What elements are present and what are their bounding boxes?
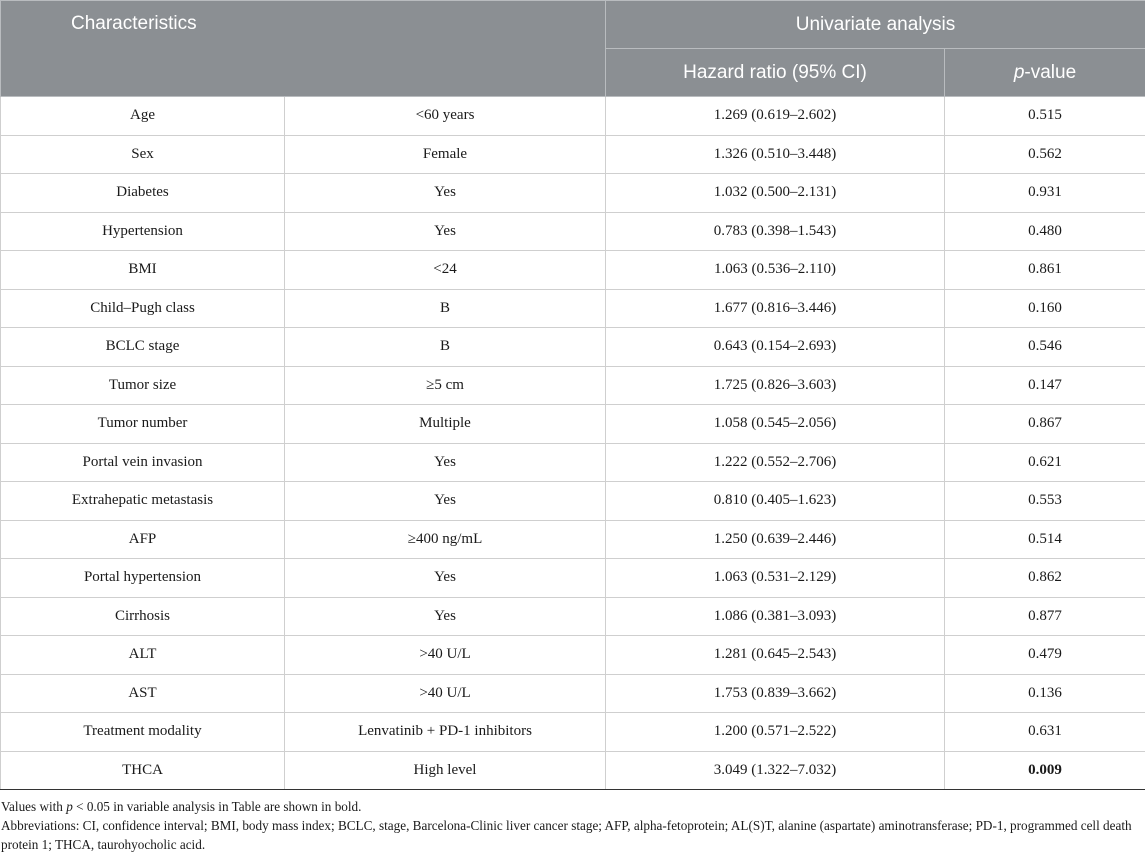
abbreviations-note: Abbreviations: CI, confidence interval; BMI, body mass index; BCLC, stage, Barcelona-Clinic liver cancer stage; AFP, alpha-fetoprotein; AL(S)T, alanine (aspartate) aminotransferase; PD-1, programmed cell death protein 1; THCA, taurohyocholic acid. <box>1 818 1132 852</box>
p-value-cell: 0.867 <box>945 405 1145 444</box>
characteristic-cell: Portal hypertension <box>1 559 285 598</box>
characteristic-cell: AFP <box>1 520 285 559</box>
hazard-ratio-cell: 1.753 (0.839–3.662) <box>606 674 945 713</box>
table-row <box>1 135 1145 174</box>
p-value-cell: 0.562 <box>945 135 1145 174</box>
characteristic-cell: Treatment modality <box>1 713 285 752</box>
hazard-ratio-cell: 1.063 (0.531–2.129) <box>606 559 945 598</box>
p-value-header-rest: -value <box>1024 61 1077 83</box>
table-row <box>1 366 1145 405</box>
p-value-cell: 0.160 <box>945 289 1145 328</box>
category-cell: B <box>285 289 606 328</box>
category-cell: B <box>285 328 606 367</box>
p-value-cell: 0.515 <box>945 97 1145 136</box>
table-row <box>1 559 1145 598</box>
hazard-ratio-cell: 1.063 (0.536–2.110) <box>606 251 945 290</box>
category-cell: Yes <box>285 212 606 251</box>
hazard-ratio-cell: 1.326 (0.510–3.448) <box>606 135 945 174</box>
table-header <box>1 1 1145 97</box>
table-row <box>1 289 1145 328</box>
characteristic-cell: THCA <box>1 751 285 790</box>
category-cell: Yes <box>285 559 606 598</box>
table-row <box>1 251 1145 290</box>
characteristic-cell: Sex <box>1 135 285 174</box>
category-cell: <24 <box>285 251 606 290</box>
characteristic-cell: Child–Pugh class <box>1 289 285 328</box>
table-row <box>1 328 1145 367</box>
p-value-cell: 0.861 <box>945 251 1145 290</box>
table-row <box>1 597 1145 636</box>
p-value-cell: 0.480 <box>945 212 1145 251</box>
table-row <box>1 405 1145 444</box>
p-value-cell: 0.931 <box>945 174 1145 213</box>
characteristic-cell: Age <box>1 97 285 136</box>
bold-note-part-b: < 0.05 in variable analysis in Table are shown in bold. <box>72 799 362 814</box>
category-cell: Yes <box>285 443 606 482</box>
hazard-ratio-cell: 1.058 (0.545–2.056) <box>606 405 945 444</box>
characteristic-cell: AST <box>1 674 285 713</box>
hazard-ratio-cell: 1.086 (0.381–3.093) <box>606 597 945 636</box>
table-row <box>1 636 1145 675</box>
p-value-cell: 0.136 <box>945 674 1145 713</box>
characteristic-cell: Hypertension <box>1 212 285 251</box>
p-value-cell: 0.514 <box>945 520 1145 559</box>
category-cell: >40 U/L <box>285 674 606 713</box>
table-row <box>1 713 1145 752</box>
p-value-header-italic: p <box>1013 61 1025 83</box>
table-row <box>1 674 1145 713</box>
p-value-cell: 0.479 <box>945 636 1145 675</box>
hazard-ratio-cell: 1.269 (0.619–2.602) <box>606 97 945 136</box>
category-cell: Female <box>285 135 606 174</box>
hazard-ratio-cell: 1.032 (0.500–2.131) <box>606 174 945 213</box>
table-row <box>1 212 1145 251</box>
p-value-cell: 0.631 <box>945 713 1145 752</box>
p-value-cell: 0.147 <box>945 366 1145 405</box>
characteristic-cell: ALT <box>1 636 285 675</box>
characteristic-cell: BCLC stage <box>1 328 285 367</box>
table-row <box>1 174 1145 213</box>
category-cell: >40 U/L <box>285 636 606 675</box>
category-cell: Yes <box>285 482 606 521</box>
category-cell: Multiple <box>285 405 606 444</box>
bold-note-part-a: Values with <box>1 799 67 814</box>
hazard-ratio-cell: 1.281 (0.645–2.543) <box>606 636 945 675</box>
table-row <box>1 520 1145 559</box>
characteristics-header: Characteristics <box>1 1 606 97</box>
p-value-header <box>945 49 1145 97</box>
bold-note-p: p <box>66 799 73 814</box>
hazard-ratio-cell: 1.677 (0.816–3.446) <box>606 289 945 328</box>
univariate-header: Univariate analysis <box>606 1 1145 49</box>
bold-note <box>1 797 1145 816</box>
table-row <box>1 482 1145 521</box>
hazard-ratio-cell: 1.725 (0.826–3.603) <box>606 366 945 405</box>
hazard-ratio-cell: 1.250 (0.639–2.446) <box>606 520 945 559</box>
table-row <box>1 97 1145 136</box>
category-cell: High level <box>285 751 606 790</box>
characteristic-cell: Cirrhosis <box>1 597 285 636</box>
table-notes <box>0 797 1145 854</box>
hazard-ratio-cell: 1.222 (0.552–2.706) <box>606 443 945 482</box>
hazard-ratio-header: Hazard ratio (95% CI) <box>606 49 945 97</box>
category-cell: ≥5 cm <box>285 366 606 405</box>
hazard-ratio-cell: 0.643 (0.154–2.693) <box>606 328 945 367</box>
category-cell: ≥400 ng/mL <box>285 520 606 559</box>
table-row <box>1 751 1145 790</box>
hazard-ratio-cell: 1.200 (0.571–2.522) <box>606 713 945 752</box>
table-body <box>1 97 1145 790</box>
hazard-ratio-cell: 0.810 (0.405–1.623) <box>606 482 945 521</box>
characteristic-cell: Extrahepatic metastasis <box>1 482 285 521</box>
hazard-ratio-cell: 0.783 (0.398–1.543) <box>606 212 945 251</box>
table-row <box>1 443 1145 482</box>
p-value-cell: 0.862 <box>945 559 1145 598</box>
p-value-cell: 0.621 <box>945 443 1145 482</box>
p-value-cell: 0.546 <box>945 328 1145 367</box>
hazard-ratio-cell: 3.049 (1.322–7.032) <box>606 751 945 790</box>
characteristic-cell: Portal vein invasion <box>1 443 285 482</box>
p-value-cell: 0.009 <box>945 751 1145 790</box>
category-cell: Yes <box>285 597 606 636</box>
characteristic-cell: BMI <box>1 251 285 290</box>
category-cell: <60 years <box>285 97 606 136</box>
p-value-cell: 0.877 <box>945 597 1145 636</box>
characteristic-cell: Tumor size <box>1 366 285 405</box>
p-value-cell: 0.553 <box>945 482 1145 521</box>
category-cell: Lenvatinib + PD-1 inhibitors <box>285 713 606 752</box>
characteristic-cell: Diabetes <box>1 174 285 213</box>
category-cell: Yes <box>285 174 606 213</box>
characteristic-cell: Tumor number <box>1 405 285 444</box>
